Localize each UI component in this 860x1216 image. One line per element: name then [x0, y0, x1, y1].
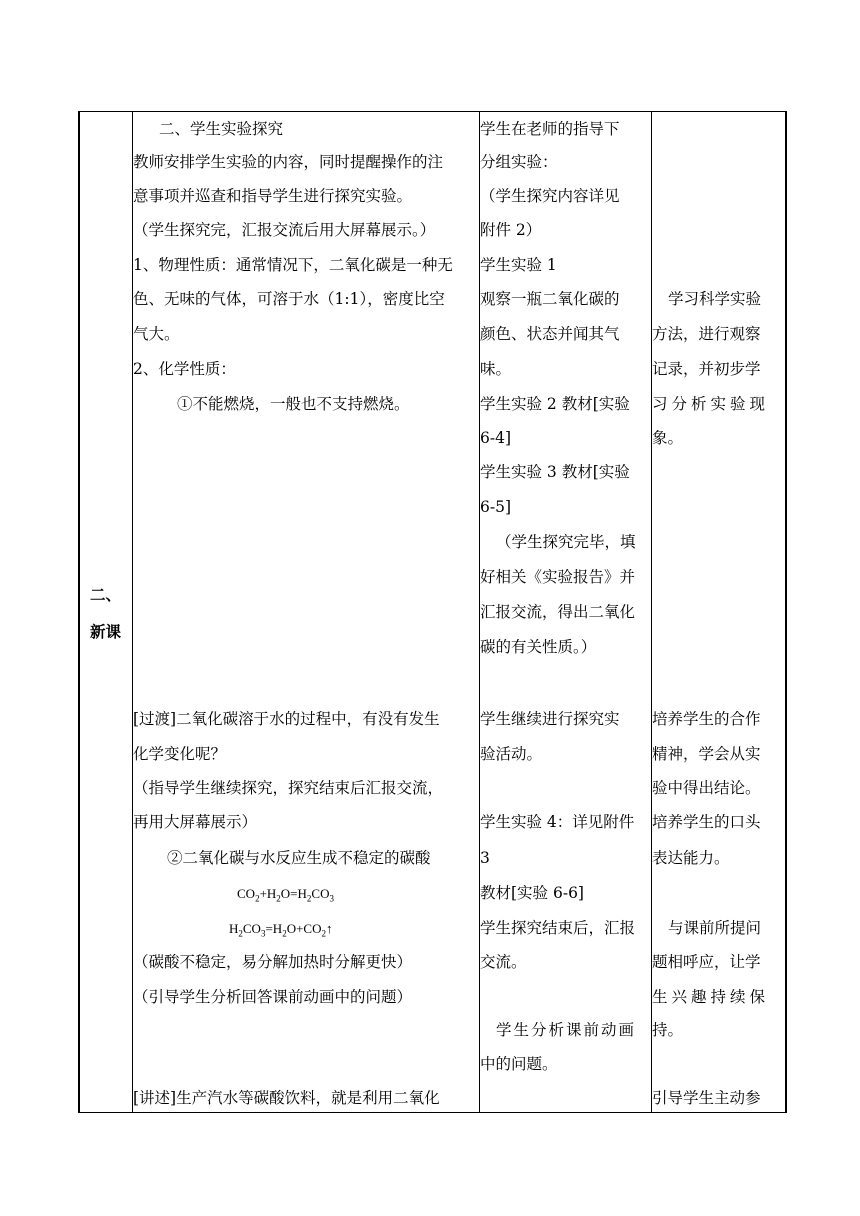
student-line: 颜色、状态并闻其气: [480, 325, 620, 343]
student-line: 学生实验 4：详见附件: [480, 813, 635, 831]
intent-line: 精神，学会从实: [652, 745, 761, 763]
intent-line: 培养学生的合作: [652, 710, 761, 728]
student-line: 附件 2）: [480, 221, 542, 239]
student-line: 6-5]: [480, 498, 512, 516]
student-line: 学生继续进行探究实: [480, 710, 620, 728]
student-activity-cell: [480, 112, 652, 1113]
teacher-line: ②二氧化碳与水反应生成不稳定的碳酸: [167, 849, 431, 867]
student-line: 分组实验：: [480, 153, 558, 171]
teacher-line: （引导学生分析回答课前动画中的问题）: [133, 988, 413, 1006]
section-cell: [79, 112, 133, 1113]
intent-line: 培养学生的口头: [652, 813, 761, 831]
teacher-line: 色、无味的气体，可溶于水（1:1），密度比空: [133, 290, 445, 308]
teacher-line: （碳酸不稳定，易分解加热时分解更快）: [133, 953, 413, 971]
intent-line: 方法，进行观察: [652, 325, 761, 343]
teacher-line: [过渡]二氧化碳溶于水的过程中，有没有发生: [133, 710, 440, 728]
student-line: 教材[实验 6-6]: [480, 884, 584, 902]
student-line: 中的问题。: [480, 1055, 558, 1073]
intent-line: 与课前所提问: [668, 919, 762, 937]
student-line: （学生探究完毕，填: [496, 533, 636, 551]
intent-line: 象。: [652, 429, 684, 447]
student-line: 汇报交流，得出二氧化: [480, 603, 636, 621]
student-line: 观察一瓶二氧化碳的: [480, 290, 620, 308]
teacher-line: 意事项并巡查和指导学生进行探究实验。: [133, 187, 413, 205]
teacher-line: （学生探究完，汇报交流后用大屏幕展示。）: [133, 221, 436, 239]
teacher-line: 化学变化呢？: [133, 745, 227, 763]
teacher-activity-cell: [133, 112, 480, 1113]
intent-line: 表达能力。: [652, 849, 730, 867]
student-line: 味。: [480, 360, 512, 378]
teacher-line: 2、化学性质：: [133, 360, 236, 378]
intent-line: 验中得出结论。: [652, 779, 761, 797]
intent-line: 引导学生主动参: [652, 1089, 761, 1107]
intent-line: 持。: [652, 1021, 684, 1039]
student-line: 学生在老师的指导下: [480, 120, 620, 138]
lesson-plan-table: [78, 111, 787, 1113]
design-intent-cell: [652, 112, 787, 1113]
student-line: 学生探究结束后，汇报: [480, 919, 636, 937]
intent-line: 习分析实验现: [652, 395, 770, 413]
student-line: 好相关《实验报告》并: [480, 568, 636, 586]
teacher-line: 气大。: [133, 325, 180, 343]
teacher-line: （指导学生继续探究，探究结束后汇报交流，: [133, 779, 444, 797]
intent-line: 题相呼应，让学: [652, 953, 761, 971]
intent-line: 生兴趣持续保: [652, 988, 770, 1006]
teacher-line: [讲述]生产汽水等碳酸饮料，就是利用二氧化: [133, 1089, 440, 1107]
section-label-number: 二、: [90, 586, 122, 604]
student-line: 交流。: [480, 953, 527, 971]
intent-line: 学习科学实验: [668, 290, 762, 308]
student-line: 6-4]: [480, 429, 512, 447]
student-line: 3: [480, 849, 490, 867]
student-line: 学生实验 3 教材[实验: [480, 463, 630, 481]
formula-carbonic-acid-decomposition: $H_2CO_3=H_2O+CO_2↑$: [229, 921, 333, 939]
teacher-line: ①不能燃烧，一般也不支持燃烧。: [177, 395, 410, 413]
teacher-line: 二、学生实验探究: [159, 120, 284, 138]
student-line: 验活动。: [480, 745, 543, 763]
formula-carbonic-acid-formation: $CO_2+H_2O=H_2CO_3$: [237, 886, 334, 904]
intent-line: 记录，并初步学: [652, 360, 761, 378]
student-line: 学生分析课前动画: [496, 1021, 637, 1039]
teacher-line: 再用大屏幕展示）: [133, 813, 258, 831]
teacher-line: 1、物理性质：通常情况下，二氧化碳是一种无: [133, 256, 453, 274]
student-line: （学生探究内容详见: [480, 187, 620, 205]
student-line: 碳的有关性质。）: [480, 638, 597, 656]
teacher-line: 教师安排学生实验的内容，同时提醒操作的注: [133, 153, 444, 171]
table-row: [79, 112, 786, 1113]
student-line: 学生实验 1: [480, 256, 557, 274]
section-label-title: 新课: [90, 623, 122, 641]
student-line: 学生实验 2 教材[实验: [480, 395, 630, 413]
